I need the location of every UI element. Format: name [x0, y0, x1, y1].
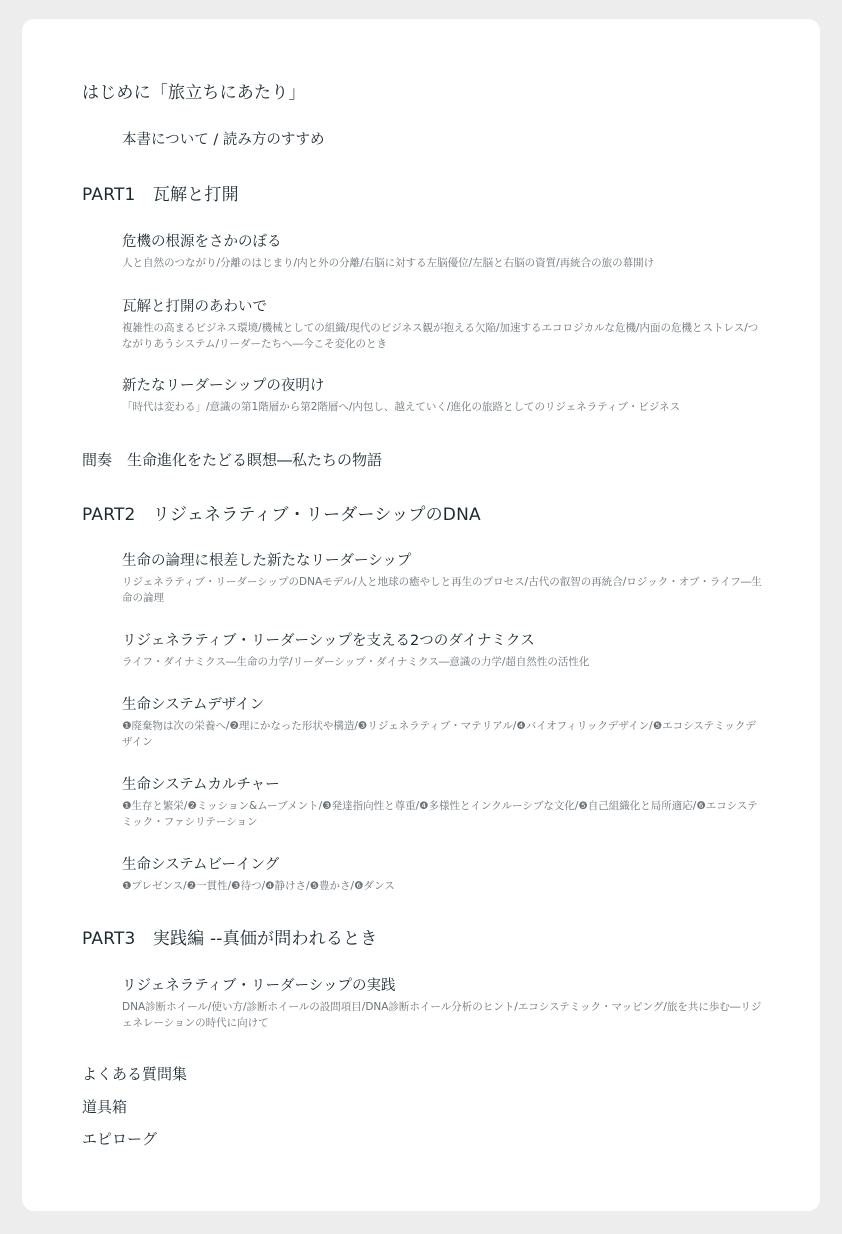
part2-chapter-1-title: 生命の論理に根差した新たなリーダーシップ [122, 553, 412, 569]
part1-chapter-1-desc: 人と自然のつながり/分離のはじまり/内と外の分離/右脳に対する左脳優位/左脳と右脳の資質/再統合の旅の幕開け [122, 257, 655, 269]
part2-chapter-1-desc: リジェネラティブ・リーダーシップのDNAモデル/人と地球の癒やしと再生のプロセス/古代の叡智の再統合/ロジック・オブ・ライフ―生命の論理 [122, 576, 762, 604]
intro-subheading: 本書について / 読み方のすすめ [122, 132, 325, 148]
part2-chapter-2-title: リジェネラティブ・リーダーシップを支える2つのダイナミクス [122, 633, 535, 649]
part2-chapter-4-desc: ❶生存と繁栄/❷ミッション&ムーブメント/❸発達指向性と尊重/❹多様性とインクルーシブな文化/❺自己組織化と局所適応/❻エコシステミック・ファシリテーション [122, 800, 758, 828]
part2-chapter-5-title: 生命システムビーイング [122, 857, 280, 873]
interlude-heading: 間奏 生命進化をたどる瞑想―私たちの物語 [82, 451, 383, 469]
appendix-toolbox: 道具箱 [82, 1098, 128, 1116]
appendix-epilogue: エピローグ [82, 1130, 158, 1148]
part2-chapter-4-title: 生命システムカルチャー [122, 777, 280, 793]
toc-card [22, 19, 820, 1211]
part2-chapter-2-desc: ライフ・ダイナミクス―生命の力学/リーダーシップ・ダイナミクス―意識の力学/超自然性の活性化 [122, 656, 590, 668]
part3-chapter-1-title: リジェネラティブ・リーダーシップの実践 [122, 978, 396, 994]
part2-chapter-3-desc: ❶廃棄物は次の栄養へ/❷理にかなった形状や構造/❸リジェネラティブ・マテリアル/❹バイオフィリックデザイン/❺エコシステミックデザイン [122, 720, 756, 748]
part1-chapter-2-title: 瓦解と打開のあわいで [122, 299, 267, 315]
part2-heading: PART2 リジェネラティブ・リーダーシップのDNA [82, 505, 481, 525]
part1-chapter-2-desc: 複雑性の高まるビジネス環境/機械としての組織/現代のビジネス観が抱える欠陥/加速するエコロジカルな危機/内面の危機とストレス/つながりあうシステム/リーダーたちへ―今こそ変化のとき [122, 322, 759, 350]
part1-chapter-3-title: 新たなリーダーシップの夜明け [122, 378, 325, 394]
part3-heading: PART3 実践編 --真価が問われるとき [82, 929, 378, 949]
part2-chapter-3-title: 生命システムデザイン [122, 697, 265, 713]
part1-heading: PART1 瓦解と打開 [82, 185, 239, 205]
part1-chapter-1-title: 危機の根源をさかのぼる [122, 234, 282, 250]
part1-chapter-3-desc: 「時代は変わる」/意識の第1階層から第2階層へ/内包し、越えていく/進化の旅路としてのリジェネラティブ・ビジネス [122, 401, 681, 413]
part2-chapter-5-desc: ❶プレゼンス/❷一貫性/❸待つ/❹静けさ/❺豊かさ/❻ダンス [122, 880, 395, 892]
appendix-faq: よくある質問集 [82, 1065, 188, 1083]
part3-chapter-1-desc: DNA診断ホイール/使い方/診断ホイールの設問項目/DNA診断ホイール分析のヒント/エコシステミック・マッピング/旅を共に歩む―リジェネレーションの時代に向けて [122, 1001, 762, 1029]
intro-heading: はじめに「旅立ちにあたり」 [82, 83, 306, 103]
